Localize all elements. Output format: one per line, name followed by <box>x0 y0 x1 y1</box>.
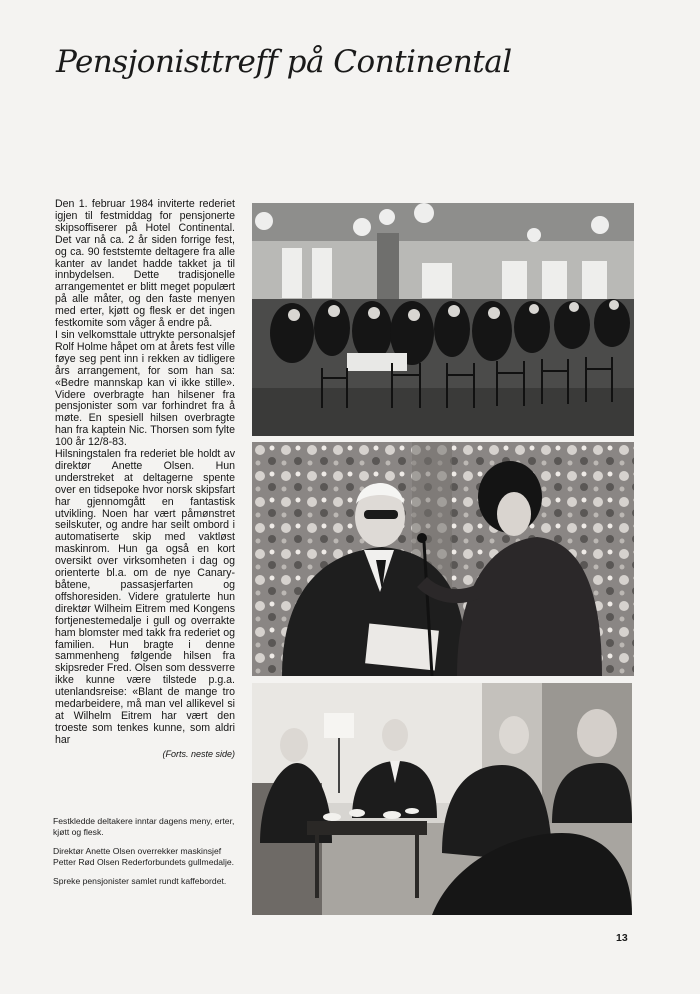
page-number: 13 <box>616 932 628 944</box>
article-paragraph: Hilsningstalen fra rederiet ble holdt av direktør Anette Olsen. Hun understreket at deltagerne spente over en tidsepoke hvor norsk skipsfart har gjennomgått en fantastisk utvikling. Noen har vært påmønstret seilskuter, og andre har seilt ombord i automatiserte skip med vaktløst maskinrom. Hun ga også en kort oversikt over virksomheten i dag og orienterte bl.a. om de nye Canary-båtene, passasjerfarten og offshoresiden. Videre gratulerte hun direktør Wilheim Eitrem med Kongens fortjenestemedalje i gull og overrakte ham blomster med takk fra rederiet og familien. Hun bragte i denne sammenheng følgende hilsen fra skipsreder Fred. Olsen som dessverre ikke kunne være tilstede p.g.a. utenlandsreise: «Blant de mange tro medarbeidere, må man vel allikevel si at Wilhelm Eitrem har vært den troeste som tenkes kunne, som aldri har <box>55 448 235 746</box>
continued-note: (Forts. neste side) <box>162 748 235 759</box>
article-paragraph: I sin velkomsttale uttrykte personalsjef Rolf Holme håpet om at årets fest ville føye seg pent inn i rekken av tidligere års arrangement, for som han sa: «Bedre mannskap kan vi ikke stille». Videre overbragte han hilsener fra pensjonister som var forhindret fra å møte. En spesiell hilsen overbragte han fra kaptein Nic. Thorsen som fylte 100 år 12/8-83. <box>55 328 235 449</box>
caption-banquet: Festkledde deltakere inntar dagens meny, erter, kjøtt og flesk. <box>53 816 235 837</box>
article-paragraph: Den 1. februar 1984 inviterte rederiet igjen til festmiddag for pensjonerte skipsoffiserer på Hotel Continental. Det var nå ca. 2 år siden forrige fest, og ca. 90 feststemte deltagere fra alle kanter av landet hadde takket ja til innbydelsen. Dette tradisjonelle arrangementet er blitt meget populært på alle måter, og den faste menyen med erter, kjøtt og flesk er det ingen festkomite som våger å endre på. <box>55 198 235 330</box>
medal-presentation-photo <box>252 442 634 676</box>
caption-medal: Direktør Anette Olsen overrekker maskinsjef Petter Rød Olsen Rederforbundets gullmedalje. <box>53 846 235 867</box>
article-body <box>55 199 235 761</box>
caption-coffee: Spreke pensjonister samlet rundt kaffebordet. <box>53 876 227 886</box>
banquet-hall-photo <box>252 203 634 436</box>
article-title: Pensjonisttreff på Continental <box>56 44 512 80</box>
coffee-table-photo <box>252 683 632 915</box>
photo-captions <box>53 816 238 895</box>
